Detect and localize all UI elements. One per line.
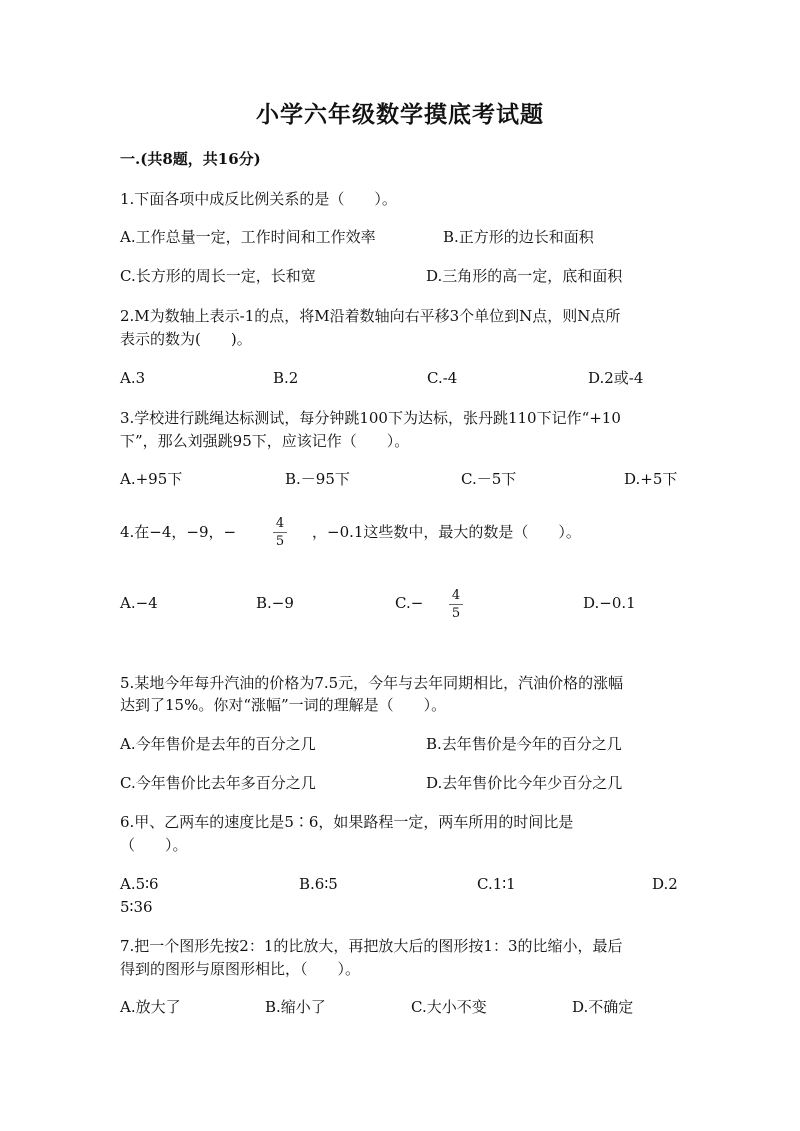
question-6-stem-line-2: （ ）。	[120, 836, 188, 854]
fraction-denominator: 5	[275, 534, 285, 549]
question-2-option-c: C.-4	[427, 369, 458, 387]
question-5-option-d: D.去年售价比今年少百分之几	[426, 774, 623, 792]
question-5-stem-line-2: 达到了15%。你对“涨幅”一词的理解是（ ）。	[120, 696, 447, 714]
question-4-fraction	[272, 516, 288, 549]
question-7-option-b: B.缩小了	[265, 998, 326, 1016]
fraction-numerator: 4	[275, 516, 285, 531]
question-5-option-c: C.今年售价比去年多百分之几	[120, 774, 316, 792]
question-2-option-b: B.2	[273, 369, 299, 387]
question-5-option-a: A.今年售价是去年的百分之几	[120, 735, 316, 753]
question-2-option-d: D.2或-4	[588, 369, 644, 387]
question-7-stem-line-1: 7.把一个图形先按2：1的比放大，再把放大后的图形按1：3的比缩小，最后	[120, 937, 623, 955]
question-4-option-d: D.−0.1	[583, 594, 636, 612]
question-5-stem-line-1: 5.某地今年每升汽油的价格为7.5元，今年与去年同期相比，汽油价格的涨幅	[120, 674, 624, 692]
question-6-option-c: C.1∶1	[477, 875, 516, 893]
fraction-bar	[273, 532, 287, 533]
question-4-option-a: A.−4	[120, 594, 158, 612]
question-7-option-d: D.不确定	[572, 998, 634, 1016]
question-1-stem: 1.下面各项中成反比例关系的是（ ）。	[120, 190, 397, 208]
question-2-stem-line-2: 表示的数为( )。	[120, 330, 252, 348]
question-3-option-c: C.－5下	[461, 470, 517, 488]
question-1-option-c: C.长方形的周长一定，长和宽	[120, 267, 316, 285]
question-3-option-d: D.+5下	[624, 470, 678, 488]
fraction-denominator: 5	[451, 606, 461, 621]
question-4-stem-part-1: 4.在−4，−9，−	[120, 523, 237, 541]
question-4-option-b: B.−9	[256, 594, 294, 612]
question-3-stem-line-1: 3.学校进行跳绳达标测试，每分钟跳100下为达标，张丹跳110下记作“+10	[120, 409, 621, 427]
question-2-option-a: A.3	[120, 369, 146, 387]
question-7-stem-line-2: 得到的图形与原图形相比，（ ）。	[120, 960, 361, 978]
question-1-option-d: D.三角形的高一定，底和面积	[426, 267, 623, 285]
question-6-stem-line-1: 6.甲、乙两车的速度比是5∶6，如果路程一定，两车所用的时间比是	[120, 813, 574, 831]
question-7-option-a: A.放大了	[120, 998, 181, 1016]
question-4-option-c-fraction	[448, 588, 464, 621]
question-1-option-b: B.正方形的边长和面积	[443, 228, 594, 246]
question-7-option-c: C.大小不变	[411, 998, 487, 1016]
question-3-stem-line-2: 下”，那么刘强跳95下，应该记作（ ）。	[120, 432, 410, 450]
section-heading: 一.(共8题，共16分)	[120, 150, 261, 168]
question-3-option-b: B.－95下	[285, 470, 350, 488]
question-6-option-a: A.5∶6	[120, 875, 159, 893]
question-6-option-d: D.2	[652, 875, 678, 893]
question-1-option-a: A.工作总量一定，工作时间和工作效率	[120, 228, 376, 246]
fraction-bar	[449, 604, 463, 605]
question-3-option-a: A.+95下	[120, 470, 183, 488]
question-6-option-b: B.6∶5	[299, 875, 338, 893]
page-title: 小学六年级数学摸底考试题	[256, 101, 544, 128]
fraction-numerator: 4	[451, 588, 461, 603]
question-6-option-d-continued: 5∶36	[120, 898, 153, 916]
question-4-option-c: C.−	[395, 594, 424, 612]
question-4-stem-part-2: ，−0.1这些数中，最大的数是（ ）。	[312, 523, 581, 541]
question-2-stem-line-1: 2.M为数轴上表示-1的点，将M沿着数轴向右平移3个单位到N点，则N点所	[120, 307, 621, 325]
question-5-option-b: B.去年售价是今年的百分之几	[426, 735, 622, 753]
